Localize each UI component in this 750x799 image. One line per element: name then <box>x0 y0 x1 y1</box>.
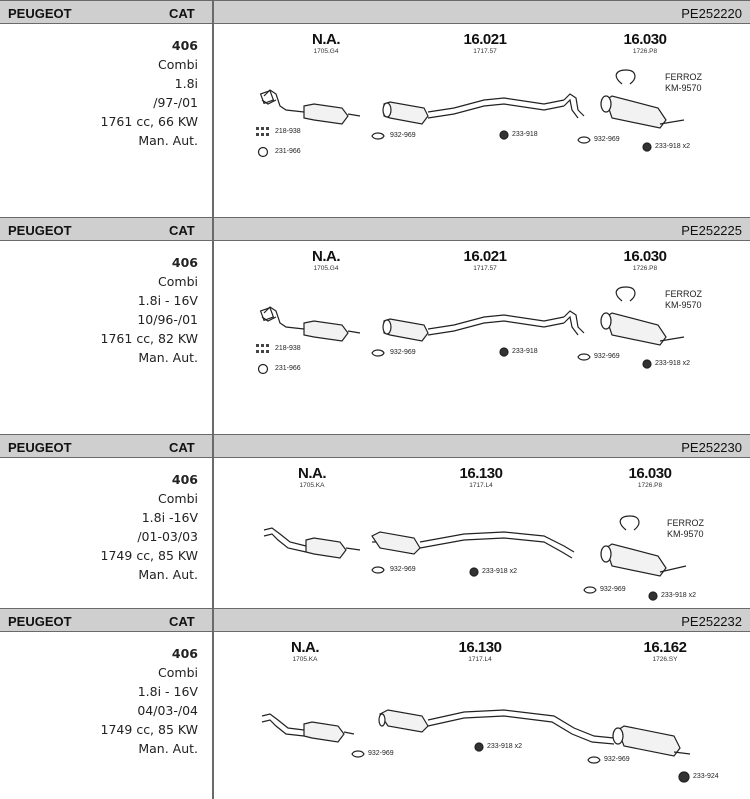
transmission: Man. Aut. <box>138 350 198 365</box>
part-number: 16.021 <box>463 248 507 265</box>
vehicle-specs-column <box>0 241 214 434</box>
entry-header <box>0 217 750 241</box>
vehicle-specs-column <box>0 24 214 217</box>
vehicle-specs <box>101 470 198 584</box>
cat-label: CAT <box>169 223 195 238</box>
part-number: N.A. <box>312 248 340 265</box>
column-divider <box>212 1 214 23</box>
column-divider <box>212 218 214 240</box>
entry-header <box>0 434 750 458</box>
column-divider <box>212 609 214 631</box>
part-subcode: 1717.L4 <box>469 482 493 489</box>
part-subcode: 1717.57 <box>473 265 497 272</box>
fitting-label: 233-924 <box>693 773 719 780</box>
displacement-power: 1749 cc, 85 KW <box>100 548 198 563</box>
fitting-label: 233-918 x2 <box>655 143 691 150</box>
make-label: PEUGEOT <box>8 6 72 21</box>
product-code: PE252230 <box>681 440 742 455</box>
fitting-label: 932-969 <box>390 349 416 356</box>
body-type: Combi <box>158 665 198 680</box>
fitting-label: 932-969 <box>390 132 416 139</box>
product-code: PE252232 <box>681 614 742 629</box>
part-number: N.A. <box>298 465 326 482</box>
transmission: Man. Aut. <box>138 133 198 148</box>
cat-label: CAT <box>169 440 195 455</box>
catalog-entry <box>0 608 750 799</box>
transmission: Man. Aut. <box>138 741 198 756</box>
part-number: 16.130 <box>458 639 502 656</box>
ferroz-note: FERROZ KM-9570 <box>665 72 702 93</box>
fitting-label: 233-918 x2 <box>655 360 691 367</box>
fitting-label: 218-938 <box>275 128 301 135</box>
make-label: PEUGEOT <box>8 440 72 455</box>
engine: 1.8i - 16V <box>137 293 198 308</box>
catalog-entry <box>0 434 750 608</box>
part-number: 16.030 <box>623 31 667 48</box>
fitting-label: 218-938 <box>275 345 301 352</box>
transmission: Man. Aut. <box>138 567 198 582</box>
make-label: PEUGEOT <box>8 614 72 629</box>
part-subcode: 1717.L4 <box>468 656 492 663</box>
part-subcode: 1717.57 <box>473 48 497 55</box>
part-number: N.A. <box>312 31 340 48</box>
product-code: PE252220 <box>681 6 742 21</box>
part-subcode: 1705.G4 <box>313 48 339 55</box>
part-number: 16.030 <box>623 248 667 265</box>
ferroz-note: FERROZ KM-9570 <box>667 518 704 539</box>
body-type: Combi <box>158 274 198 289</box>
catalog-entry <box>0 0 750 217</box>
part-number: 16.162 <box>643 639 687 656</box>
fitting-label: 233-918 <box>512 131 538 138</box>
displacement-power: 1761 cc, 82 KW <box>100 331 198 346</box>
part-subcode: 1726.SY <box>652 656 678 663</box>
vehicle-specs-column <box>0 458 214 608</box>
fitting-label: 233-918 <box>512 348 538 355</box>
part-subcode: 1705.G4 <box>313 265 339 272</box>
vehicle-specs <box>101 644 198 758</box>
part-number: 16.030 <box>628 465 672 482</box>
part-number: 16.021 <box>463 31 507 48</box>
exhaust-diagram <box>214 632 750 799</box>
vehicle-specs-column <box>0 632 214 799</box>
displacement-power: 1749 cc, 85 KW <box>100 722 198 737</box>
fitting-label: 233-918 x2 <box>482 568 518 575</box>
entry-body <box>0 632 750 799</box>
fitting-label: 233-918 x2 <box>487 743 523 750</box>
engine: 1.8i <box>174 76 198 91</box>
engine: 1.8i - 16V <box>137 684 198 699</box>
exhaust-diagram <box>214 458 750 608</box>
part-subcode: 1726.P8 <box>632 265 658 272</box>
fitting-label: 932-969 <box>368 750 394 757</box>
years: 10/96-/01 <box>137 312 198 327</box>
years: 04/03-/04 <box>137 703 198 718</box>
fitting-label: 932-969 <box>594 136 620 143</box>
model-name: 406 <box>171 646 198 661</box>
product-code: PE252225 <box>681 223 742 238</box>
body-type: Combi <box>158 491 198 506</box>
part-number: N.A. <box>291 639 319 656</box>
entry-body <box>0 458 750 608</box>
years: /97-/01 <box>153 95 198 110</box>
displacement-power: 1761 cc, 66 KW <box>100 114 198 129</box>
cat-label: CAT <box>169 614 195 629</box>
entry-body <box>0 24 750 217</box>
fitting-label: 932-969 <box>600 586 626 593</box>
fitting-label: 932-969 <box>604 756 630 763</box>
entry-header <box>0 608 750 632</box>
model-name: 406 <box>171 472 198 487</box>
ferroz-note: FERROZ KM-9570 <box>665 289 702 310</box>
part-number: 16.130 <box>459 465 503 482</box>
fitting-label: 233-918 x2 <box>661 592 697 599</box>
part-subcode: 1726.P8 <box>637 482 663 489</box>
catalog-entry <box>0 217 750 434</box>
part-subcode: 1705.KA <box>292 656 318 663</box>
part-subcode: 1726.P8 <box>632 48 658 55</box>
part-subcode: 1705.KA <box>299 482 325 489</box>
entry-header <box>0 0 750 24</box>
fitting-label: 932-969 <box>594 353 620 360</box>
make-label: PEUGEOT <box>8 223 72 238</box>
column-divider <box>212 435 214 457</box>
vehicle-specs <box>101 36 198 150</box>
model-name: 406 <box>171 38 198 53</box>
fitting-label: 231-966 <box>275 365 301 372</box>
years: /01-03/03 <box>137 529 198 544</box>
exhaust-diagram <box>214 241 750 434</box>
cat-label: CAT <box>169 6 195 21</box>
fitting-label: 231-966 <box>275 148 301 155</box>
vehicle-specs <box>101 253 198 367</box>
exhaust-diagram <box>214 24 750 217</box>
body-type: Combi <box>158 57 198 72</box>
entry-body <box>0 241 750 434</box>
engine: 1.8i -16V <box>141 510 198 525</box>
model-name: 406 <box>171 255 198 270</box>
fitting-label: 932-969 <box>390 566 416 573</box>
